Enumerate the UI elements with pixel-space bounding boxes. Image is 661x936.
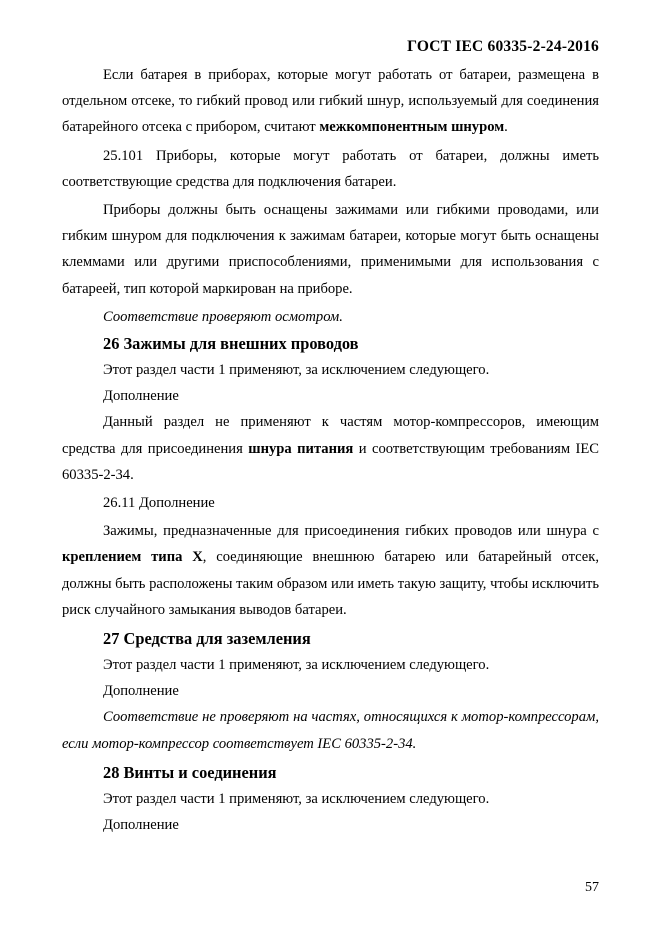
section-heading-28: 28 Винты и соединения bbox=[103, 762, 277, 782]
paragraph-text: Если батарея в приборах, которые могут работать от батареи, размещена в отдельном отсеке, то гибкий провод или гибкий шнур, используемый для соединения батарейного отсека с прибором, считают bbox=[62, 67, 599, 136]
bold-term: креплением типа X bbox=[62, 549, 203, 566]
paragraph-text: и соответствующим требованиям IEC 60335-2-34. bbox=[62, 440, 600, 483]
section-26-terminals-paragraph bbox=[62, 518, 599, 623]
section-27-intro: Этот раздел части 1 применяют, за исключением следующего. bbox=[103, 657, 490, 674]
section-26-intro: Этот раздел части 1 применяют, за исключением следующего. bbox=[103, 362, 490, 379]
section-28-intro: Этот раздел части 1 применяют, за исключением следующего. bbox=[103, 790, 490, 807]
compliance-note: Соответствие проверяют осмотром. bbox=[103, 308, 343, 325]
paragraph-text: Зажимы, предназначенные для присоединения гибких проводов или шнура с bbox=[103, 523, 599, 540]
section-28-addition: Дополнение bbox=[103, 817, 179, 834]
clause-25-101: 25.101 Приборы, которые могут работать от батареи, должны иметь соответствующие средства для подключения батареи. bbox=[62, 147, 599, 190]
bold-term: межкомпонентным шнуром bbox=[319, 119, 505, 136]
paragraph-battery-compartment bbox=[62, 62, 599, 141]
section-heading-27: 27 Средства для заземления bbox=[103, 629, 311, 649]
clause-26-11: 26.11 Дополнение bbox=[103, 495, 215, 512]
section-27-addition: Дополнение bbox=[103, 683, 179, 700]
paragraph-text: . bbox=[504, 119, 508, 136]
document-body bbox=[62, 62, 599, 838]
page-number: 57 bbox=[585, 880, 599, 895]
paragraph-text: , соединяющие внешнюю батарею или батарейный отсек, должны быть расположены таким образом или иметь такую защиту, чтобы исключить риск случайного замыкания выводов батареи. bbox=[62, 549, 599, 618]
section-26-addition: Дополнение bbox=[103, 388, 179, 405]
bold-term: шнура питания bbox=[248, 440, 354, 457]
section-27-compliance: Соответствие не проверяют на частях, относящихся к мотор-компрессорам, если мотор-компрессор соответствует IEC 60335-2-34. bbox=[62, 709, 599, 752]
paragraph-terminals: Приборы должны быть оснащены зажимами или гибкими проводами, или гибким шнуром для подключения к зажимам батареи, которые могут быть оснащены клеммами или другими приспособлениями, применимыми для использования с батареей, тип которой маркирован на приборе. bbox=[62, 202, 599, 297]
document-header: ГОСТ IEC 60335-2-24-2016 bbox=[407, 38, 599, 55]
section-heading-26: 26 Зажимы для внешних проводов bbox=[103, 334, 359, 354]
section-26-paragraph bbox=[62, 409, 599, 488]
paragraph-text: Данный раздел не применяют к частям мотор-компрессоров, имеющим средства для присоединения bbox=[62, 414, 599, 457]
